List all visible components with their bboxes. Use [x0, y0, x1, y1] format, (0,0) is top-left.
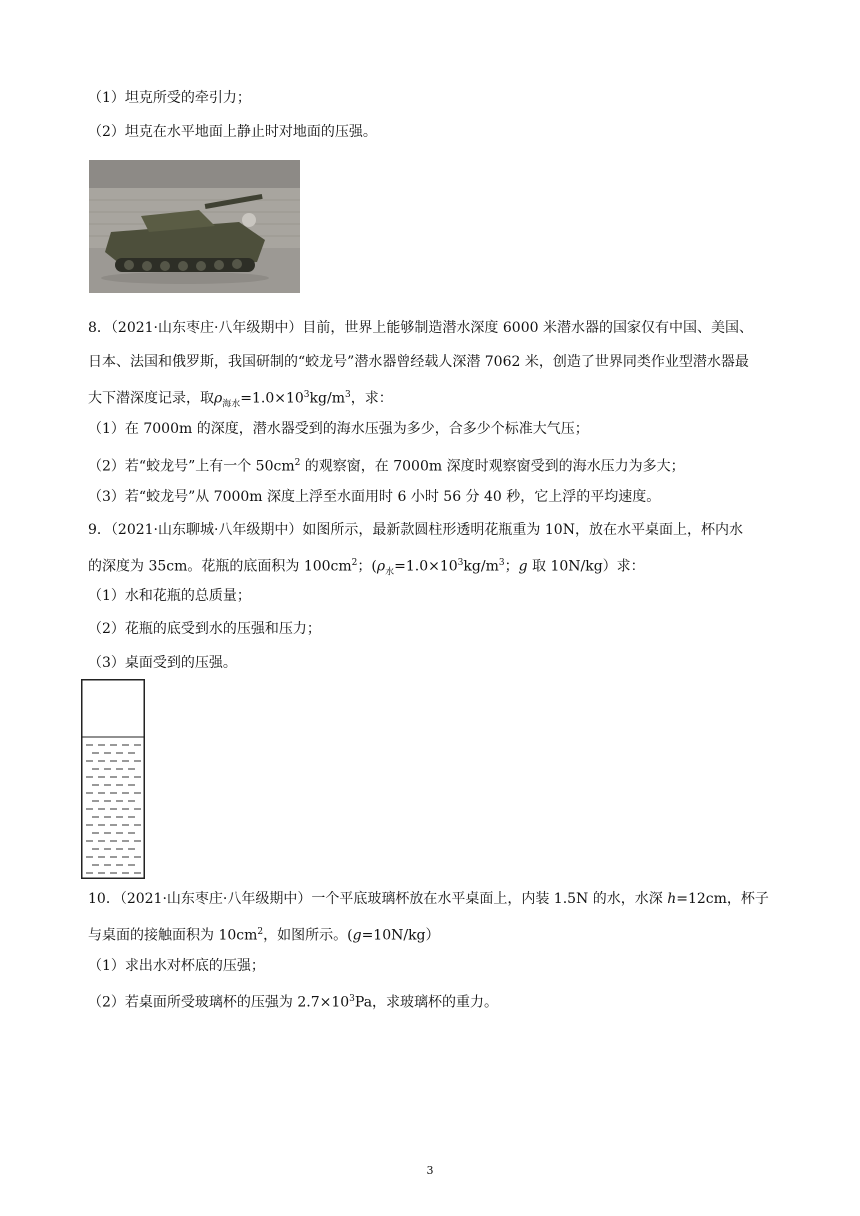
exponent: 3: [303, 390, 310, 400]
q9-sub2: （2）花瓶的底受到水的压强和压力；: [88, 621, 321, 637]
vase-figure: [81, 679, 145, 879]
q8-sub3: （3）若“蛟龙号”从 7000m 深度上浮至水面用时 6 小时 56 分 40 秒，它上浮的平均速度。: [88, 489, 661, 505]
q8-line2: 日本、法国和俄罗斯，我国研制的“蛟龙号”潜水器曾经载人深潜 7062 米，创造了世界同类作业型潜水器最: [88, 354, 749, 370]
q8-sub1: （1）在 7000m 的深度，潜水器受到的海水压强为多少，合多少个标准大气压；: [88, 421, 589, 437]
q10-sub2-text: （2）若桌面所受玻璃杯的压强为 2.7×10: [88, 994, 350, 1011]
page-number: 3: [426, 1164, 434, 1177]
q10-sub2: [88, 989, 498, 1013]
q9-sub3: （3）桌面受到的压强。: [88, 655, 237, 671]
q8-line1: 8．（2021·山东枣庄·八年级期中）目前，世界上能够制造潜水深度 6000 米潜水器的国家仅有中国、美国、: [88, 320, 753, 336]
q10-line2-b: ，如图所示。(: [263, 927, 353, 944]
q10-line2-end: =10N/kg）: [361, 927, 440, 944]
unit: kg/m: [463, 558, 499, 575]
exponent: 3: [349, 994, 355, 1004]
rho-symbol: ρ: [376, 558, 386, 575]
q10-sub2-end: Pa，求玻璃杯的重力。: [354, 994, 499, 1011]
q10-line1-text: 10．（2021·山东枣庄·八年级期中）一个平底玻璃杯放在水平桌面上，内装 1.5N 的水，水深: [88, 891, 668, 907]
g-symbol: g: [352, 927, 362, 944]
rho-symbol: ρ: [214, 390, 223, 407]
q9-line2: [88, 553, 645, 582]
q8-line3-text: 大下潜深度记录，取: [88, 390, 214, 407]
g-symbol: g: [518, 558, 528, 575]
q10-line1-end: =12cm，杯子: [676, 891, 769, 907]
unit-exponent: 3: [344, 390, 351, 400]
q9-line2-b: ；(: [357, 558, 377, 575]
q8-sub2-text: （2）若“蛟龙号”上有一个 50cm: [88, 458, 295, 475]
q8-line3: [88, 385, 393, 414]
unit-exponent: 3: [498, 558, 505, 568]
density-value: =1.0×10: [240, 390, 304, 407]
q8-sub2-rest: 的观察窗，在 7000m 深度时观察窗受到的海水压力为多大；: [300, 458, 685, 475]
q8-line3-end: ，求：: [350, 390, 393, 407]
q7-sub1: （1）坦克所受的牵引力；: [88, 90, 251, 106]
q8-sub2: [88, 453, 685, 477]
q9-sub1: （1）水和花瓶的总质量；: [88, 588, 251, 604]
rho-subscript: 海水: [222, 399, 241, 410]
exponent: 2: [294, 458, 301, 468]
q9-line2-text: 的深度为 35cm。花瓶的底面积为 100cm: [88, 558, 352, 575]
separator: ；: [504, 558, 519, 575]
h-symbol: h: [667, 891, 677, 907]
exponent: 2: [257, 927, 264, 937]
rho-subscript: 水: [385, 567, 395, 578]
unit: kg/m: [309, 390, 345, 407]
q10-line1: [88, 889, 769, 909]
q9-line1: 9．（2021·山东聊城·八年级期中）如图所示，最新款圆柱形透明花瓶重为 10N，放在水平桌面上，杯内水: [88, 522, 743, 538]
q7-sub2: （2）坦克在水平地面上静止时对地面的压强。: [88, 124, 377, 140]
q10-line2: [88, 922, 440, 946]
q10-line2-text: 与桌面的接触面积为 10cm: [88, 927, 258, 944]
q9-line2-end: 取 10N/kg）求：: [527, 558, 645, 575]
tank-photo: [89, 160, 300, 293]
density-value: =1.0×10: [394, 558, 458, 575]
exponent: 2: [351, 558, 358, 568]
exponent: 3: [457, 558, 464, 568]
q10-sub1: （1）求出水对杯底的压强；: [88, 958, 265, 974]
